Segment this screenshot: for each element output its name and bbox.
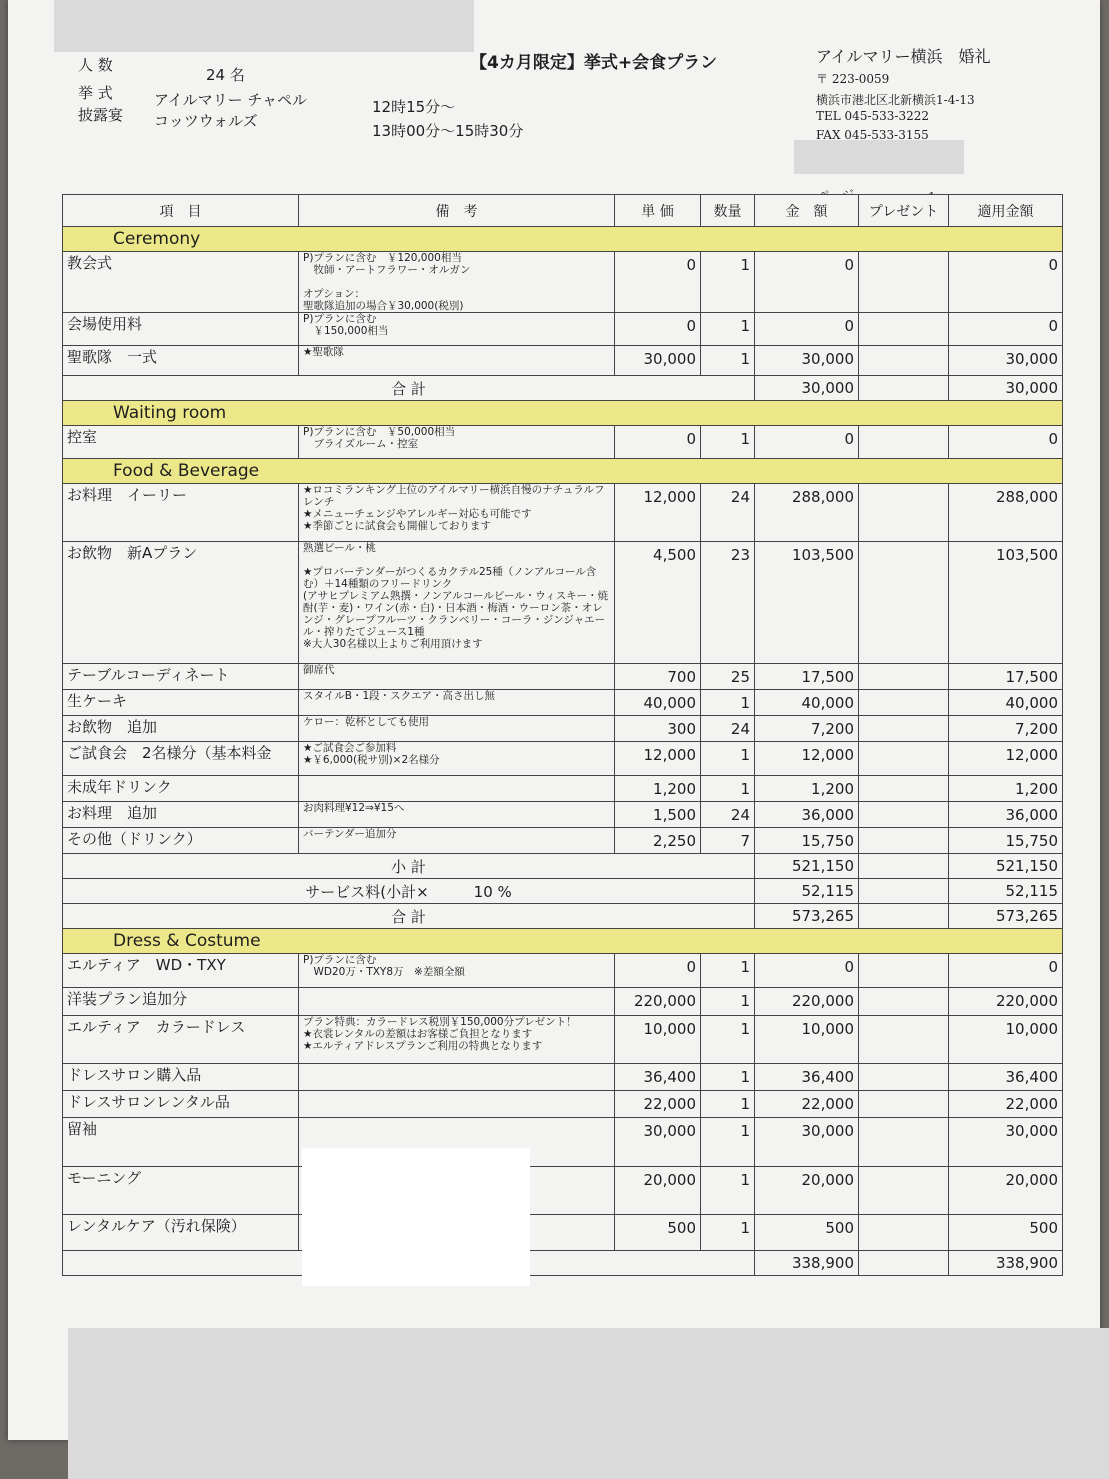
amount: 500 — [755, 1215, 859, 1251]
item-name: お飲物 追加 — [63, 716, 299, 742]
section-title: Food & Beverage — [63, 459, 1063, 484]
total-row — [63, 904, 1063, 929]
amount: 20,000 — [755, 1167, 859, 1215]
total-applied: 573,265 — [949, 904, 1063, 929]
amount: 40,000 — [755, 690, 859, 716]
amount: 10,000 — [755, 1016, 859, 1064]
applied-amount: 36,000 — [949, 802, 1063, 828]
amount: 30,000 — [755, 346, 859, 376]
reception-label: 披露宴 — [78, 106, 124, 124]
unit-price: 30,000 — [615, 1118, 701, 1167]
table-row — [63, 252, 1063, 313]
applied-amount: 30,000 — [949, 346, 1063, 376]
item-name: エルティア カラードレス — [63, 1016, 299, 1064]
table-row — [63, 988, 1063, 1016]
total-applied: 521,150 — [949, 854, 1063, 879]
redacted-info — [794, 140, 964, 174]
table-row — [63, 742, 1063, 776]
applied-amount: 30,000 — [949, 1118, 1063, 1167]
total-label: 合 計 — [63, 376, 755, 401]
item-note: P)プランに含む ￥120,000相当 牧師・アートフラワー・オルガン オプション： 聖歌隊追加の場合￥30,000(税別) — [299, 252, 615, 313]
table-row — [63, 1064, 1063, 1091]
present — [859, 828, 949, 854]
quantity: 1 — [701, 346, 755, 376]
item-name: 聖歌隊 一式 — [63, 346, 299, 376]
quantity: 1 — [701, 690, 755, 716]
total-label: 小 計 — [63, 854, 755, 879]
applied-amount: 17,500 — [949, 664, 1063, 690]
item-name: 教会式 — [63, 252, 299, 313]
column-header: 適用金額 — [949, 195, 1063, 227]
redacted-bottom — [68, 1328, 1109, 1479]
item-note: ケロー：乾杯としても使用 — [299, 716, 615, 742]
amount: 0 — [755, 426, 859, 459]
table-row — [63, 1167, 1063, 1215]
item-note: お肉料理¥12⇒¥15へ — [299, 802, 615, 828]
table-row — [63, 776, 1063, 802]
present — [859, 252, 949, 313]
applied-amount: 1,200 — [949, 776, 1063, 802]
unit-price: 220,000 — [615, 988, 701, 1016]
present — [859, 716, 949, 742]
quantity: 1 — [701, 1016, 755, 1064]
total-present — [859, 904, 949, 929]
table-row — [63, 313, 1063, 346]
applied-amount: 7,200 — [949, 716, 1063, 742]
total-label: 合 計 — [63, 904, 755, 929]
total-present — [859, 376, 949, 401]
applied-amount: 500 — [949, 1215, 1063, 1251]
table-row — [63, 346, 1063, 376]
present — [859, 1118, 949, 1167]
section-title: Dress & Costume — [63, 929, 1063, 954]
guests-value: 24 名 — [206, 66, 245, 84]
present — [859, 1215, 949, 1251]
applied-amount: 12,000 — [949, 742, 1063, 776]
item-note: P)プランに含む WD20万・TXY8万 ※差額全額 — [299, 954, 615, 988]
quantity: 1 — [701, 1215, 755, 1251]
unit-price: 500 — [615, 1215, 701, 1251]
venue-address: 横浜市港北区北新横浜1-4-13 — [816, 93, 975, 107]
present — [859, 742, 949, 776]
column-header: 数量 — [701, 195, 755, 227]
unit-price: 20,000 — [615, 1167, 701, 1215]
amount: 0 — [755, 313, 859, 346]
unit-price: 700 — [615, 664, 701, 690]
quantity: 24 — [701, 802, 755, 828]
unit-price: 36,400 — [615, 1064, 701, 1091]
venue-tel: TEL 045-533-3222 — [816, 109, 930, 123]
item-note: ★ロコミランキング上位のアイルマリー横浜自慢のナチュラルフレンチ ★メニューチェンジやアレルギー対応も可能です ★季節ごとに試食会も開催しております — [299, 484, 615, 542]
amount: 220,000 — [755, 988, 859, 1016]
section-title: Ceremony — [63, 227, 1063, 252]
quantity: 1 — [701, 1167, 755, 1215]
total-applied: 338,900 — [949, 1251, 1063, 1276]
ceremony-time: 12時15分～ — [372, 98, 456, 116]
total-applied: 30,000 — [949, 376, 1063, 401]
item-note: ★聖歌隊 — [299, 346, 615, 376]
present — [859, 542, 949, 664]
table-header-row — [63, 195, 1063, 227]
amount: 15,750 — [755, 828, 859, 854]
unit-price: 4,500 — [615, 542, 701, 664]
applied-amount: 220,000 — [949, 988, 1063, 1016]
amount: 1,200 — [755, 776, 859, 802]
table-row — [63, 484, 1063, 542]
present — [859, 954, 949, 988]
quantity: 1 — [701, 742, 755, 776]
item-note — [299, 1064, 615, 1091]
quantity: 24 — [701, 716, 755, 742]
section-header — [63, 929, 1063, 954]
table-row — [63, 1118, 1063, 1167]
quantity: 23 — [701, 542, 755, 664]
quantity: 7 — [701, 828, 755, 854]
item-name: エルティア WD・TXY — [63, 954, 299, 988]
total-amount: 338,900 — [755, 1251, 859, 1276]
amount: 36,400 — [755, 1064, 859, 1091]
total-applied: 52,115 — [949, 879, 1063, 904]
applied-amount: 0 — [949, 313, 1063, 346]
item-note: 御席代 — [299, 664, 615, 690]
column-header: 金 額 — [755, 195, 859, 227]
item-name: 留袖 — [63, 1118, 299, 1167]
quantity: 1 — [701, 313, 755, 346]
total-row — [63, 1251, 1063, 1276]
amount: 0 — [755, 954, 859, 988]
unit-price: 40,000 — [615, 690, 701, 716]
total-row — [63, 879, 1063, 904]
amount: 30,000 — [755, 1118, 859, 1167]
unit-price: 12,000 — [615, 484, 701, 542]
quantity: 1 — [701, 252, 755, 313]
reception-time: 13時00分～15時30分 — [372, 122, 524, 140]
venue-name: アイルマリー横浜 婚礼 — [816, 47, 991, 66]
column-header: 単 価 — [615, 195, 701, 227]
amount: 17,500 — [755, 664, 859, 690]
present — [859, 426, 949, 459]
ceremony-label: 挙 式 — [78, 84, 113, 102]
item-name: お飲物 新Aプラン — [63, 542, 299, 664]
redacted-top-left — [54, 0, 474, 52]
document-sheet — [8, 0, 1100, 1440]
quantity: 25 — [701, 664, 755, 690]
amount: 22,000 — [755, 1091, 859, 1118]
present — [859, 690, 949, 716]
item-name: お料理 追加 — [63, 802, 299, 828]
item-name: 生ケーキ — [63, 690, 299, 716]
present — [859, 346, 949, 376]
estimate-table — [62, 194, 1063, 1276]
ceremony-place: アイルマリー チャペル — [154, 91, 307, 109]
unit-price: 1,500 — [615, 802, 701, 828]
applied-amount: 20,000 — [949, 1167, 1063, 1215]
table-row — [63, 1016, 1063, 1064]
item-note: 熟選ビール・桃 ★プロバーテンダーがつくるカクテル25種（ノンアルコール含む）＋14種類のフリードリンク (アサヒプレミアム熟撰・ノンアルコールビール・ウィスキー・焼酎(芋・麦)・ワイン(赤・白)・日本酒・梅酒・ウーロン茶・オレンジ・グレープフルーツ・クランベリー・コーラ・ジンジャエール・搾りたてジュース1種 ※大人30名様以上よりご利用頂けます — [299, 542, 615, 664]
present — [859, 988, 949, 1016]
item-note — [299, 1091, 615, 1118]
column-header: 項 目 — [63, 195, 299, 227]
item-name: ドレスサロンレンタル品 — [63, 1091, 299, 1118]
table-row — [63, 954, 1063, 988]
unit-price: 0 — [615, 954, 701, 988]
quantity: 1 — [701, 426, 755, 459]
item-note: スタイルB・1段・スクエア・高さ出し無 — [299, 690, 615, 716]
venue-fax: FAX 045-533-3155 — [816, 128, 929, 142]
present — [859, 1064, 949, 1091]
total-row — [63, 376, 1063, 401]
applied-amount: 36,400 — [949, 1064, 1063, 1091]
present — [859, 484, 949, 542]
amount: 288,000 — [755, 484, 859, 542]
total-row — [63, 854, 1063, 879]
quantity: 1 — [701, 776, 755, 802]
amount: 103,500 — [755, 542, 859, 664]
unit-price: 10,000 — [615, 1016, 701, 1064]
item-note: プラン特典：カラードレス税別￥150,000分プレゼント！ ★衣裳レンタルの差額はお客様ご負担となります ★エルティアドレスプランご利用の特典となります — [299, 1016, 615, 1064]
amount: 7,200 — [755, 716, 859, 742]
item-name: お料理 イーリー — [63, 484, 299, 542]
item-name: 控室 — [63, 426, 299, 459]
present — [859, 664, 949, 690]
present — [859, 313, 949, 346]
guests-label: 人 数 — [78, 56, 113, 74]
document-title: 【4カ月限定】挙式+会食プラン — [470, 53, 718, 73]
unit-price: 1,200 — [615, 776, 701, 802]
unit-price: 0 — [615, 252, 701, 313]
total-label: サービス料(小計× 10 % — [63, 879, 755, 904]
column-header: プレゼント — [859, 195, 949, 227]
item-name: 会場使用料 — [63, 313, 299, 346]
applied-amount: 103,500 — [949, 542, 1063, 664]
item-name: テーブルコーディネート — [63, 664, 299, 690]
item-note — [299, 776, 615, 802]
table-row — [63, 664, 1063, 690]
item-note — [299, 988, 615, 1016]
item-name: その他（ドリンク） — [63, 828, 299, 854]
table-row — [63, 716, 1063, 742]
item-note: ★ご試食会ご参加料 ★￥6,000(税サ別)×2名様分 — [299, 742, 615, 776]
table-row — [63, 426, 1063, 459]
total-amount: 521,150 — [755, 854, 859, 879]
quantity: 1 — [701, 1118, 755, 1167]
amount: 12,000 — [755, 742, 859, 776]
section-header — [63, 459, 1063, 484]
applied-amount: 10,000 — [949, 1016, 1063, 1064]
venue-postal: 〒 223-0059 — [816, 72, 890, 86]
item-name: レンタルケア（汚れ保険） — [63, 1215, 299, 1251]
table-row — [63, 1091, 1063, 1118]
present — [859, 1167, 949, 1215]
quantity: 1 — [701, 954, 755, 988]
total-amount: 30,000 — [755, 376, 859, 401]
table-row — [63, 828, 1063, 854]
total-present — [859, 854, 949, 879]
item-name: ご試食会 2名様分（基本料金 — [63, 742, 299, 776]
unit-price: 2,250 — [615, 828, 701, 854]
applied-amount: 22,000 — [949, 1091, 1063, 1118]
column-header: 備 考 — [299, 195, 615, 227]
item-name: モーニング — [63, 1167, 299, 1215]
quantity: 24 — [701, 484, 755, 542]
total-amount: 573,265 — [755, 904, 859, 929]
redacted-block — [302, 1148, 530, 1286]
table-row — [63, 802, 1063, 828]
applied-amount: 288,000 — [949, 484, 1063, 542]
present — [859, 776, 949, 802]
unit-price: 12,000 — [615, 742, 701, 776]
section-header — [63, 227, 1063, 252]
quantity: 1 — [701, 988, 755, 1016]
present — [859, 1091, 949, 1118]
reception-place: コッツウォルズ — [154, 112, 258, 130]
total-present — [859, 1251, 949, 1276]
quantity: 1 — [701, 1091, 755, 1118]
total-present — [859, 879, 949, 904]
unit-price: 300 — [615, 716, 701, 742]
item-name: ドレスサロン購入品 — [63, 1064, 299, 1091]
unit-price: 22,000 — [615, 1091, 701, 1118]
present — [859, 802, 949, 828]
applied-amount: 0 — [949, 426, 1063, 459]
table-row — [63, 690, 1063, 716]
unit-price: 0 — [615, 313, 701, 346]
unit-price: 0 — [615, 426, 701, 459]
section-title: Waiting room — [63, 401, 1063, 426]
item-note: P)プランに含む ￥50,000相当 ブライズルーム・控室 — [299, 426, 615, 459]
total-amount: 52,115 — [755, 879, 859, 904]
unit-price: 30,000 — [615, 346, 701, 376]
section-header — [63, 401, 1063, 426]
amount: 36,000 — [755, 802, 859, 828]
item-note: P)プランに含む ￥150,000相当 — [299, 313, 615, 346]
item-name: 未成年ドリンク — [63, 776, 299, 802]
applied-amount: 0 — [949, 252, 1063, 313]
applied-amount: 15,750 — [949, 828, 1063, 854]
table-row — [63, 1215, 1063, 1251]
amount: 0 — [755, 252, 859, 313]
present — [859, 1016, 949, 1064]
item-note: バーテンダー追加分 — [299, 828, 615, 854]
applied-amount: 40,000 — [949, 690, 1063, 716]
item-name: 洋装プラン追加分 — [63, 988, 299, 1016]
table-row — [63, 542, 1063, 664]
quantity: 1 — [701, 1064, 755, 1091]
applied-amount: 0 — [949, 954, 1063, 988]
